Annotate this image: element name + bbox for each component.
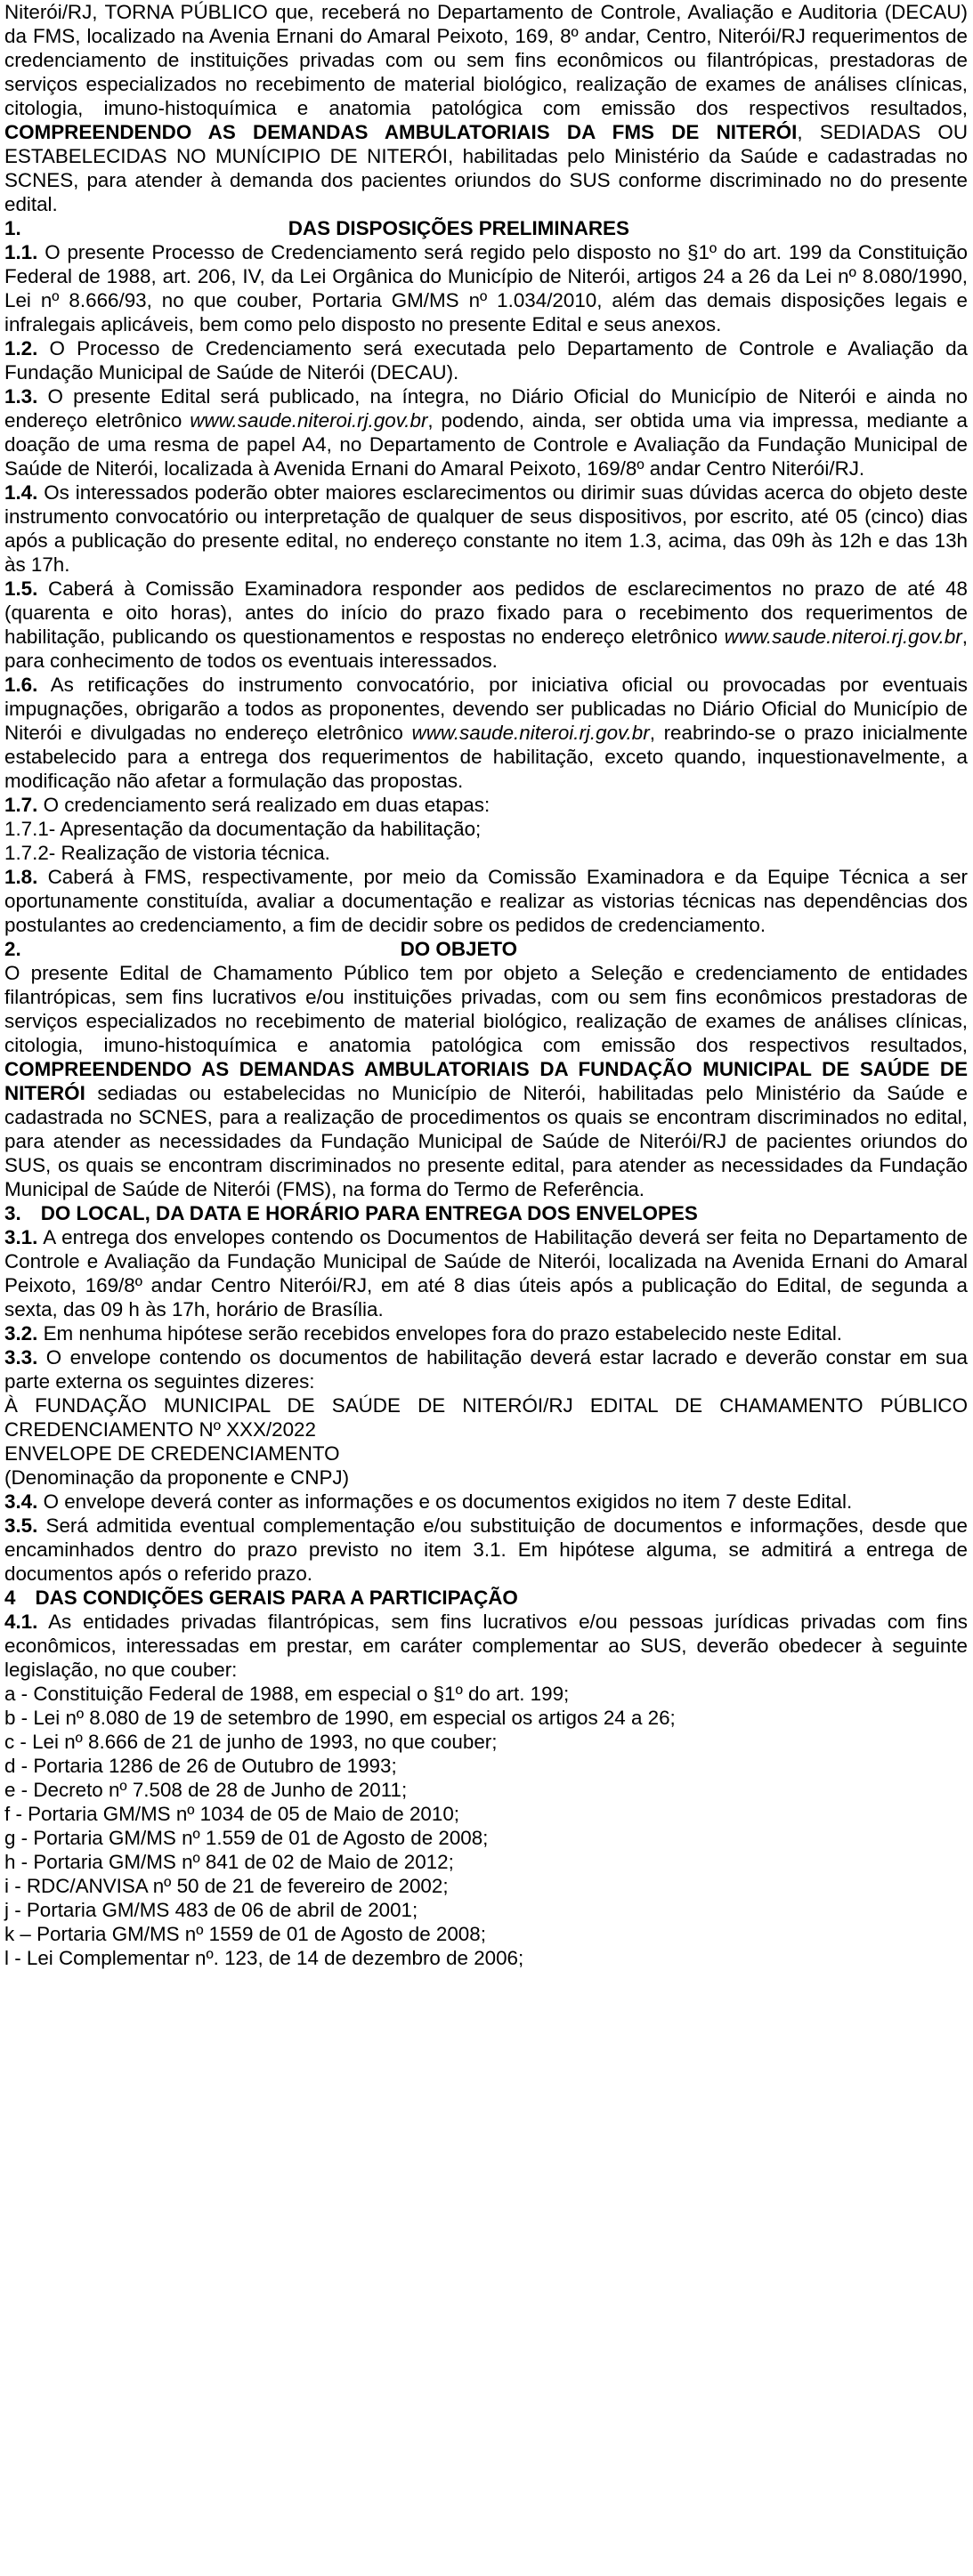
- section-1-heading: [4, 216, 968, 240]
- clause-4-1: [4, 1610, 968, 1682]
- clause-3-5: [4, 1514, 968, 1586]
- clause-text: O presente Processo de Credenciamento será regido pelo disposto no §1º do art. 199 da Constituição Federal de 1988, art. 206, IV, da Lei Orgânica do Município de Niterói, artigos 24 a 26 da Lei nº 8.080/1990, Lei nº 8.666/93, no que couber, Portaria GM/MS nº 1.034/2010, além das demais disposições legais e infralegais aplicáveis, bem como pelo disposto no presente Edital e seus anexos.: [4, 241, 968, 335]
- clause-number: 1.7.: [4, 794, 38, 816]
- clause-number: 1.2.: [4, 337, 38, 359]
- section-title: DAS CONDIÇÕES GERAIS PARA A PARTICIPAÇÃO: [35, 1587, 518, 1609]
- clause-3-1: [4, 1225, 968, 1321]
- clause-1-8: [4, 865, 968, 937]
- clause-1-1: [4, 240, 968, 336]
- section-4-heading: [4, 1586, 968, 1610]
- clause-1-7: [4, 793, 968, 817]
- clause-number: 3.1.: [4, 1226, 38, 1248]
- list-item: i - RDC/ANVISA nº 50 de 21 de fevereiro de 2002;: [4, 1875, 449, 1897]
- clause-text: As retificações do instrumento convocatório, por iniciativa oficial ou provocadas por eventuais impugnações, obrigarão a todos as proponentes, devendo ser publicadas no Diário Oficial do Município de Niterói e divulgadas no endereço eletrônico: [4, 674, 968, 744]
- section-number: 2.: [4, 938, 21, 960]
- list-item: b - Lei nº 8.080 de 19 de setembro de 1990, em especial os artigos 24 a 26;: [4, 1707, 676, 1729]
- envelope-address: À FUNDAÇÃO MUNICIPAL DE SAÚDE DE NITERÓI/RJ EDITAL DE CHAMAMENTO PÚBLICO CREDENCIAMENTO Nº XXX/2022: [4, 1394, 968, 1441]
- object-bold-text: COMPREENDENDO AS DEMANDAS AMBULATORIAIS DA FUNDAÇÃO MUNICIPAL DE SAÚDE DE NITERÓI: [4, 1058, 968, 1104]
- list-item: h - Portaria GM/MS nº 841 de 02 de Maio de 2012;: [4, 1851, 454, 1873]
- section-title: DO OBJETO: [400, 938, 518, 960]
- clause-number: 1.5.: [4, 577, 38, 600]
- list-item: c - Lei nº 8.666 de 21 de junho de 1993, no que couber;: [4, 1731, 498, 1753]
- list-item: d - Portaria 1286 de 26 de Outubro de 1993;: [4, 1755, 397, 1777]
- clause-1-7-2: 1.7.2- Realização de vistoria técnica.: [4, 842, 330, 864]
- legislation-list: [4, 1682, 968, 1970]
- list-item: g - Portaria GM/MS nº 1.559 de 01 de Agosto de 2008;: [4, 1827, 489, 1849]
- clause-1-7-1: 1.7.1- Apresentação da documentação da habilitação;: [4, 818, 482, 840]
- clause-number: 3.3.: [4, 1346, 38, 1369]
- clause-number: 1.4.: [4, 481, 38, 504]
- clause-number: 3.4.: [4, 1490, 38, 1513]
- clause-1-5: [4, 577, 968, 673]
- website-link[interactable]: www.saude.niteroi.rj.gov.br: [411, 722, 650, 744]
- clause-number: 4.1.: [4, 1611, 38, 1633]
- clause-text: As entidades privadas filantrópicas, sem fins lucrativos e/ou pessoas jurídicas privadas com fins econômicos, interessadas em prestar, em caráter complementar ao SUS, deverão obedecer à seguinte legislação, no que couber:: [4, 1611, 968, 1681]
- clause-text: Em nenhuma hipótese serão recebidos envelopes fora do prazo estabelecido neste Edital.: [37, 1322, 843, 1345]
- section-number: 1.: [4, 217, 21, 239]
- list-item: e - Decreto nº 7.508 de 28 de Junho de 2011;: [4, 1779, 408, 1801]
- clause-text: O envelope deverá conter as informações e os documentos exigidos no item 7 deste Edital.: [37, 1490, 853, 1513]
- object-text-cont: sediadas ou estabelecidas no Município de Niterói, habilitadas pelo Ministério da Saúde e cadastrada no SCNES, para a realização de procedimentos os quais se encontram discriminados no edital, para atender as necessidades da Fundação Municipal de Saúde de Niterói/RJ de pacientes oriundos do SUS, os quais se encontram discriminados no presente edital, para atender as necessidades da Fundação Municipal de Saúde de Niterói (FMS), na forma do Termo de Referência.: [4, 1082, 968, 1200]
- intro-text-cont: , SEDIADAS OU ESTABELECIDAS NO MUNÍCIPIO DE NITERÓI, habilitadas pelo Ministério da Saúde e cadastradas no SCNES, para atender à demanda dos pacientes oriundos do SUS conforme discriminado no do presente edital.: [4, 121, 969, 215]
- clause-1-2: [4, 336, 968, 384]
- clause-text: O credenciamento será realizado em duas etapas:: [37, 794, 491, 816]
- clause-number: 3.5.: [4, 1514, 38, 1537]
- clause-text: O Processo de Credenciamento será executada pelo Departamento de Controle e Avaliação da Fundação Municipal de Saúde de Niterói (DECAU).: [4, 337, 968, 384]
- clause-3-3: [4, 1345, 968, 1393]
- intro-paragraph: [4, 0, 968, 216]
- clause-1-6: [4, 673, 968, 793]
- list-item: a - Constituição Federal de 1988, em especial o §1º do art. 199;: [4, 1683, 570, 1705]
- section-title: DAS DISPOSIÇÕES PRELIMINARES: [288, 217, 629, 239]
- section-2-paragraph: [4, 961, 968, 1201]
- clause-1-3: [4, 384, 968, 480]
- clause-text: Caberá à FMS, respectivamente, por meio da Comissão Examinadora e da Equipe Técnica a ser oportunamente constituída, avaliar a documentação e realizar as vistorias técnicas nas dependências dos postulantes ao credenciamento, a fim de decidir sobre os pedidos de credenciamento.: [4, 866, 968, 936]
- clause-3-2: [4, 1321, 968, 1345]
- website-link[interactable]: www.saude.niteroi.rj.gov.br: [724, 626, 962, 648]
- section-3-heading: [4, 1201, 968, 1225]
- clause-text: Caberá à Comissão Examinadora responder aos pedidos de esclarecimentos no prazo de até 48 (quarenta e oito horas), antes do início do prazo fixado para o recebimento dos requerimentos de habilitação, publicando os questionamentos e respostas no endereço eletrônico: [4, 577, 968, 648]
- list-item: f - Portaria GM/MS nº 1034 de 05 de Maio de 2010;: [4, 1803, 460, 1825]
- clause-number: 1.1.: [4, 241, 38, 263]
- clause-text: O presente Edital será publicado, na íntegra, no Diário Oficial do Município de Niterói e ainda no endereço eletrônico: [4, 385, 968, 432]
- clause-text-cont: , reabrindo-se o prazo inicialmente estabelecido para a entrega dos requerimentos de habilitação, exceto quando, inquestionavelmente, a modificação não afetar a formulação das propostas.: [4, 722, 968, 792]
- clause-number: 1.6.: [4, 674, 38, 696]
- clause-1-4: [4, 480, 968, 577]
- list-item: j - Portaria GM/MS 483 de 06 de abril de 2001;: [4, 1899, 418, 1921]
- clause-text: Será admitida eventual complementação e/ou substituição de documentos e informações, desde que encaminhados dentro do prazo previsto no item 3.1. Em hipótese alguma, se admitirá a entrega de documentos após o referido prazo.: [4, 1514, 968, 1585]
- clause-number: 1.3.: [4, 385, 38, 408]
- clause-3-4: [4, 1490, 968, 1514]
- list-item: k – Portaria GM/MS nº 1559 de 01 de Agosto de 2008;: [4, 1923, 486, 1945]
- envelope-label: ENVELOPE DE CREDENCIAMENTO: [4, 1442, 340, 1465]
- clause-number: 3.2.: [4, 1322, 38, 1345]
- section-number: 4: [4, 1587, 16, 1609]
- list-item: l - Lei Complementar nº. 123, de 14 de dezembro de 2006;: [4, 1947, 524, 1969]
- object-text: O presente Edital de Chamamento Público tem por objeto a Seleção e credenciamento de entidades filantrópicas, sem fins lucrativos e/ou instituições privadas, com ou sem fins econômicos prestadoras de serviços especializados no recebimento de material biológico, realização de exames de análises clínicas, citologia, imuno-histoquímica e anatomia patológica com emissão dos respectivos resultados,: [4, 962, 968, 1056]
- section-title: DO LOCAL, DA DATA E HORÁRIO PARA ENTREGA DOS ENVELOPES: [40, 1202, 698, 1224]
- website-link[interactable]: www.saude.niteroi.rj.gov.br: [190, 409, 428, 432]
- section-number: 3.: [4, 1202, 21, 1224]
- clause-text: Os interessados poderão obter maiores esclarecimentos ou dirimir suas dúvidas acerca do objeto deste instrumento convocatório ou interpretação de qualquer de seus dispositivos, por escrito, até 05 (cinco) dias após a publicação do presente edital, no endereço constante no item 1.3, acima, das 09h às 12h e das 13h às 17h.: [4, 481, 968, 576]
- clause-text: O envelope contendo os documentos de habilitação deverá estar lacrado e deverão constar em sua parte externa os seguintes dizeres:: [4, 1346, 968, 1393]
- intro-bold-text: COMPREENDENDO AS DEMANDAS AMBULATORIAIS DA FMS DE NITERÓI: [4, 121, 798, 143]
- envelope-proponent: (Denominação da proponente e CNPJ): [4, 1466, 350, 1489]
- intro-text: Niterói/RJ, TORNA PÚBLICO que, receberá no Departamento de Controle, Avaliação e Auditoria (DECAU) da FMS, localizado na Avenia Ernani do Amaral Peixoto, 169, 8º andar, Centro, Niterói/RJ requerimentos de credenciamento de instituições privadas com ou sem fins econômicos ou filantrópicas, prestadoras de serviços especializados no recebimento de material biológico, realização de exames de análises clínicas, citologia, imuno-histoquímica e anatomia patológica com emissão dos respectivos resultados,: [4, 1, 968, 119]
- section-2-heading: [4, 937, 968, 961]
- clause-text-cont: , podendo, ainda, ser obtida uma via impressa, mediante a doação de uma resma de papel A4, no Departamento de Controle e Avaliação da Fundação Municipal de Saúde de Niterói, localizada à Avenida Ernani do Amaral Peixoto, 169/8º andar Centro Niterói/RJ.: [4, 409, 968, 480]
- clause-text-cont: , para conhecimento de todos os eventuais interessados.: [4, 626, 968, 672]
- clause-text: A entrega dos envelopes contendo os Documentos de Habilitação deverá ser feita no Departamento de Controle e Avaliação da Fundação Municipal de Saúde de Niterói, localizada na Avenida Ernani do Amaral Peixoto, 169/8º andar Centro Niterói/RJ, em até 8 dias úteis após a publicação do Edital, de segunda a sexta, das 09 h às 17h, horário de Brasília.: [4, 1226, 968, 1320]
- clause-number: 1.8.: [4, 866, 38, 888]
